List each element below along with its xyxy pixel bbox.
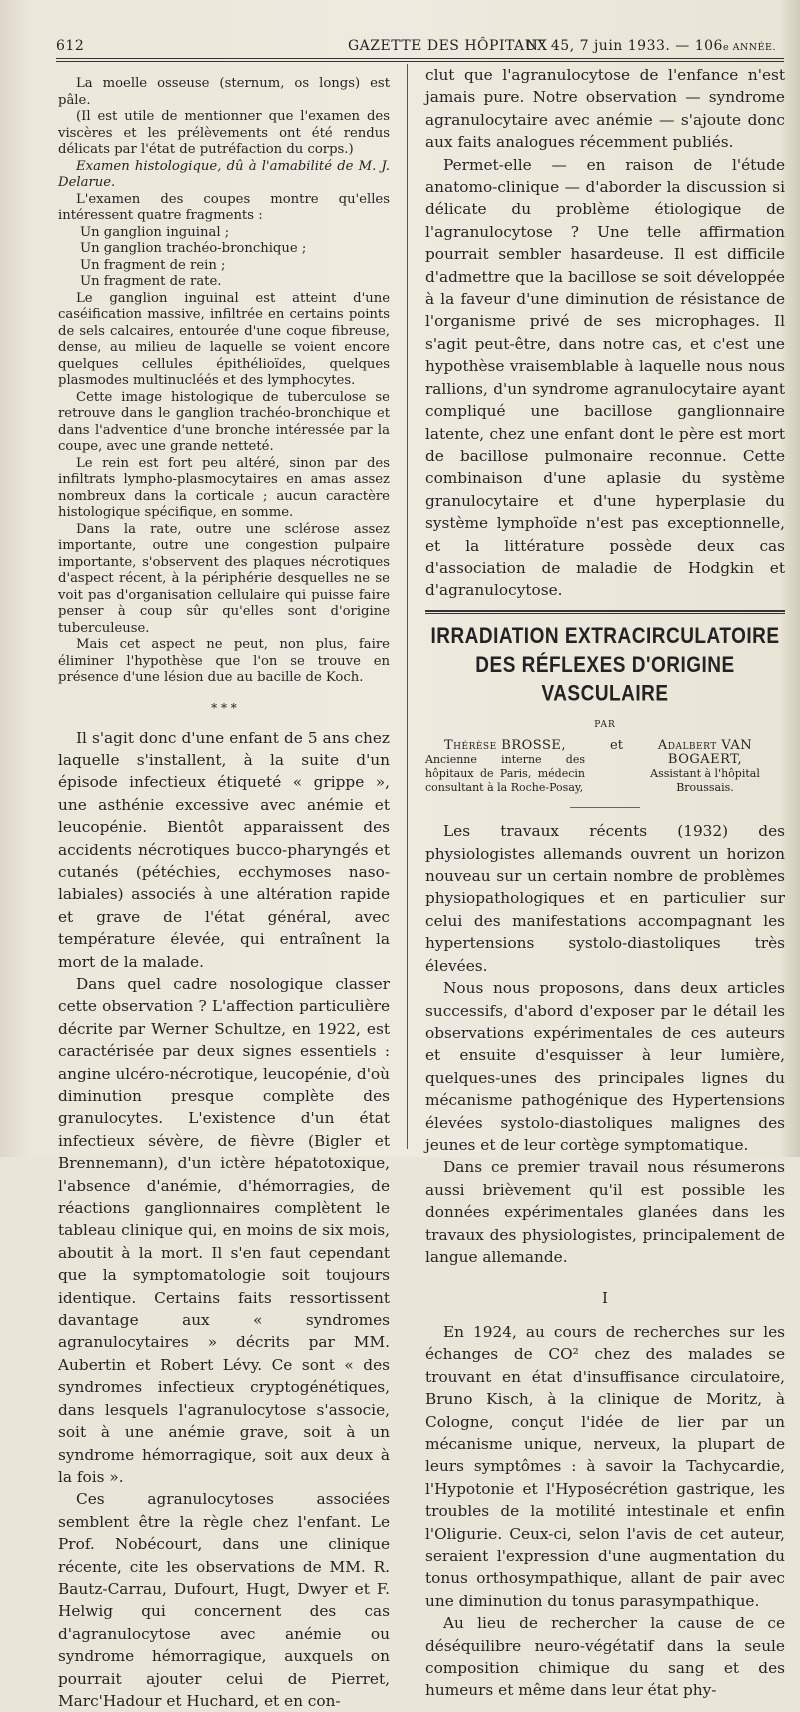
issue-date: N° 45, 7 juin 1933. — 106 bbox=[526, 38, 723, 54]
paragraph: (Il est utile de mentionner que l'examen des viscères et les prélèvements ont été rendus délicats par l'état de putréfaction du corps.) bbox=[58, 109, 390, 159]
paragraph: Le rein est fort peu altéré, sinon par des infiltrats lympho-plasmocytaires en amas assez nombreux dans la corticale ; aucun caractère histologique spécifique, en somme. bbox=[58, 456, 390, 522]
paragraph: Ces agranulocytoses associées semblent être la règle chez l'enfant. Le Prof. Nobécourt, dans une clinique récente, cite les observations de MM. R. Bautz-Carrau, Dufourt, Hugt, Dwyer et F. Helwig qui concernent des cas d'agranulocytose avec anémie ou syndrome hémorragique, auxquels on pourrait ajouter celui de Pierret, Marc'Hadour et Huchard, et en con- bbox=[58, 1488, 390, 1712]
right-column bbox=[425, 64, 785, 1702]
issue-info bbox=[526, 38, 776, 54]
fragment-list bbox=[58, 225, 390, 291]
paragraph: Nous nous proposons, dans deux articles successifs, d'abord d'exposer par le détail les observations expérimentales de ces auteurs et ensuite d'esquisser à leur lumière, quelques-unes des principales lignes du mécanisme pathogénique des Hypertensions élevées systolo-diastoliques malignes des jeunes et de leur cortège symptomatique. bbox=[425, 977, 785, 1156]
list-item: Un fragment de rein ; bbox=[58, 258, 390, 275]
article-divider bbox=[425, 610, 785, 612]
paragraph: clut que l'agranulocytose de l'enfance n'est jamais pure. Notre observation — syndrome agranulocytaire avec anémie — s'ajoute donc aux faits analogues récemment publiés. bbox=[425, 64, 785, 154]
paragraph: Les travaux récents (1932) des physiologistes allemands ouvrent un horizon nouveau sur un certain nombre de problèmes physiopathologiques et en particulier sur celui des manifestations accompagnant les hypertensions systolo-diastoliques très élevées. bbox=[425, 820, 785, 977]
article-title-line1: IRRADIATION EXTRACIRCULATOIRE bbox=[425, 622, 785, 651]
discussion-text bbox=[58, 727, 390, 1712]
intro-text bbox=[425, 820, 785, 1268]
paragraph: Dans ce premier travail nous résumerons aussi brièvement qu'il est possible les données expérimentales glanées dans les travaux des physiologistes, principalement de langue allemande. bbox=[425, 1156, 785, 1268]
conclusion-text bbox=[425, 64, 785, 602]
header-rule-2 bbox=[56, 61, 784, 62]
paragraph: Le ganglion inguinal est atteint d'une caséification massive, infiltrée en certains points de sels calcaires, entourée d'une coque fibreuse, dense, au milieu de laquelle se voient encore quelques cellules épithélioïdes, quelques plasmodes multinucléés et des lymphocytes. bbox=[58, 291, 390, 390]
section-text bbox=[425, 1321, 785, 1702]
author-2 bbox=[625, 739, 785, 795]
paragraph: L'examen des coupes montre qu'elles intéressent quatre fragments : bbox=[58, 192, 390, 225]
paragraph: Cette image histologique de tuberculose se retrouve dans le ganglion trachéo-bronchique et dans l'adventice d'une bronche intéressée par la coupe, avec une grande netteté. bbox=[58, 390, 390, 456]
left-column bbox=[58, 76, 390, 1712]
paragraph: Permet-elle — en raison de l'étude anatomo-clinique — d'aborder la discussion si délicate du problème étiologique de l'agranulocytose ? Une telle affirmation pourrait sembler hasardeuse. Il est difficile d'admettre que la bacillose se soit développée à la faveur d'une diminution de résistance de l'organisme privé de ses microphages. Il s'agit peut-être, dans notre cas, et c'est une hypothèse vraisemblable à laquelle nous nous rallions, d'un syndrome agranulocytaire ayant compliqué une bacillose ganglionnaire latente, chez une enfant dont le père est mort de bacillose pulmonaire reconnue. Cette combinaison d'une aplasie du système granulocytaire et d'une hyperplasie du système lymphoïde n'est pas exceptionnelle, et la littérature possède deux cas d'association de maladie de Hodgkin et d'agranulocytose. bbox=[425, 154, 785, 602]
paragraph: En 1924, au cours de recherches sur les échanges de CO² chez des malades se trouvant en état d'insuffisance circulatoire, Bruno Kisch, à la clinique de Moritz, à Cologne, conçut l'idée de lier par un mécanisme unique, nerveux, la plupart de leurs symptômes : à savoir la Tachycardie, l'Hypotonie et l'Hyposécrétion gastrique, les troubles de la motilité intestinale et enfin l'Oligurie. Ceux-ci, selon l'avis de cet auteur, seraient l'expression d'une augmentation du tonus orthosympathique, allant de pair avec une diminution du tonus parasympathique. bbox=[425, 1321, 785, 1612]
journal-title: GAZETTE DES HÔPITAUX bbox=[348, 38, 547, 54]
article-divider-2 bbox=[425, 613, 785, 614]
page-number: 612 bbox=[56, 38, 84, 54]
issue-year: e ANNÉE. bbox=[723, 42, 776, 53]
by-label: PAR bbox=[425, 717, 785, 734]
paragraph: Dans quel cadre nosologique classer cette observation ? L'affection particulière décrite par Werner Schultze, en 1922, est caractérisée par deux signes essentiels : angine ulcéro-nécrotique, leucopénie, d'où diminution presque complète des granulocytes. L'existence d'un état infectieux sévère, de fièvre (Bigler et Brennemann), d'un ictère hépatotoxique, l'absence d'anémie, d'hémorragies, de réactions ganglionnaires complètent le tableau clinique qui, en moins de six mois, aboutit à la mort. Il s'en faut cependant que la symptomatologie soit toujours identique. Certains faits ressortissent davantage aux « syndromes agranulocytaires » décrits par MM. Aubertin et Robert Lévy. Ce sont « des syndromes infectieux cryptogénétiques, dans lesquels l'agranulocytose s'associe, soit à une anémie grave, soit à un syndrome hémorragique, soit aux deux à la fois ». bbox=[58, 973, 390, 1488]
list-item: Un fragment de rate. bbox=[58, 274, 390, 291]
paragraph: Examen histologique, dû à l'amabilité de M. J. Delarue. bbox=[58, 159, 390, 192]
section-stars: * * * bbox=[58, 703, 390, 713]
author-2-desc: Assistant à l'hôpital Broussais. bbox=[625, 767, 785, 795]
author-1 bbox=[425, 739, 585, 795]
and-label: et bbox=[610, 739, 623, 753]
author-2-name: Adalbert VAN BOGAERT, bbox=[625, 739, 785, 767]
running-header bbox=[56, 34, 786, 56]
author-1-desc: Ancienne interne des hôpitaux de Paris, médecin consultant à la Roche-Posay, bbox=[425, 753, 585, 795]
author-1-name: Thérèse BROSSE, bbox=[425, 739, 585, 753]
paragraph: Il s'agit donc d'une enfant de 5 ans chez laquelle s'installent, à la suite d'un épisode infectieux étiqueté « grippe », une asthénie excessive avec anémie et leucopénie. Bientôt apparaissent des accidents nécrotiques bucco-pharyngés et cutanés (pétéchies, ecchymoses naso-labiales) associés à une altération rapide et grave de l'état général, avec température élevée, qui entraînent la mort de la malade. bbox=[58, 727, 390, 973]
paragraph: Au lieu de rechercher la cause de ce déséquilibre neuro-végétatif dans la seule composition chimique du sang et des humeurs et même dans leur état phy- bbox=[425, 1612, 785, 1702]
authors-block bbox=[425, 739, 785, 801]
header-rule bbox=[56, 58, 784, 59]
list-item: Un ganglion inguinal ; bbox=[58, 225, 390, 242]
article-title-line2: DES RÉFLEXES D'ORIGINE VASCULAIRE bbox=[425, 651, 785, 709]
article-title bbox=[425, 622, 785, 708]
section-number: I bbox=[425, 1290, 785, 1307]
short-rule bbox=[570, 807, 640, 808]
column-rule bbox=[407, 64, 408, 1149]
list-item: Un ganglion trachéo-bronchique ; bbox=[58, 241, 390, 258]
paragraph: Dans la rate, outre une sclérose assez importante, outre une congestion pulpaire importante, s'observent des plaques nécrotiques d'aspect récent, à la périphérie desquelles ne se voit pas d'organisation cellulaire qui puisse faire penser à coup sûr qu'elles sont d'origine tuberculeuse. bbox=[58, 522, 390, 638]
paragraph: Mais cet aspect ne peut, non plus, faire éliminer l'hypothèse que l'on se trouve en présence d'une lésion due au bacille de Koch. bbox=[58, 637, 390, 687]
paragraph: La moelle osseuse (sternum, os longs) est pâle. bbox=[58, 76, 390, 109]
